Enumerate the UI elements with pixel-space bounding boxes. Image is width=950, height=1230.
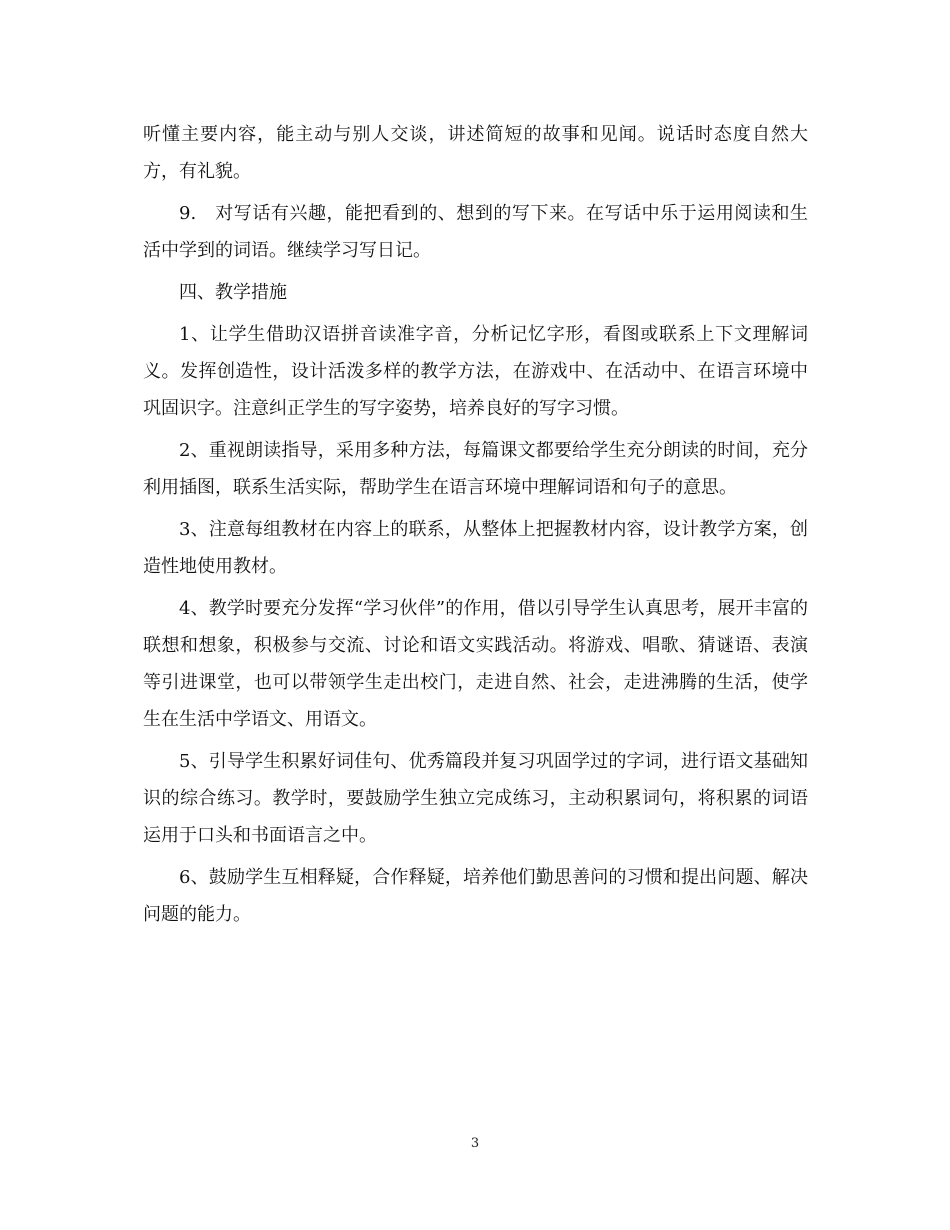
paragraph-measure-2: 2、重视朗读指导，采用多种方法，每篇课文都要给学生充分朗读的时间，充分利用插图，联系生活实际，帮助学生在语言环境中理解词语和句子的意思。: [143, 440, 808, 498]
paragraph-measure-5: 5、引导学生积累好词佳句、优秀篇段并复习巩固学过的字词，进行语文基础知识的综合练习。教学时，要鼓励学生独立完成练习，主动积累词句，将积累的词语运用于口头和书面语言之中。: [143, 751, 808, 846]
paragraph-measure-1: 1、让学生借助汉语拼音读准字音，分析记忆字形，看图或联系上下文理解词义。发挥创造性，设计活泼多样的教学方法，在游戏中、在活动中、在语言环境中巩固识字。注意纠正学生的写字姿势，培养良好的写字习惯。: [143, 324, 808, 419]
body-text: [143, 116, 808, 938]
paragraph-speaking-goal-continued: 听懂主要内容，能主动与别人交谈，讲述简短的故事和见闻。说话时态度自然大方，有礼貌。: [143, 124, 808, 182]
section-heading-teaching-measures: 四、教学措施: [179, 282, 287, 303]
page-number: 3: [470, 1136, 480, 1151]
paragraph-measure-6: 6、鼓励学生互相释疑，合作释疑，培养他们勤思善问的习惯和提出问题、解决问题的能力。: [143, 867, 808, 925]
paragraph-goal-9-writing: 9. 对写话有兴趣，能把看到的、想到的写下来。在写话中乐于运用阅读和生活中学到的词语。继续学习写日记。: [143, 203, 808, 261]
paragraph-measure-4: 4、教学时要充分发挥“学习伙伴”的作用，借以引导学生认真思考，展开丰富的联想和想象，积极参与交流、讨论和语文实践活动。将游戏、唱歌、猜谜语、表演等引进课堂，也可以带领学生走出校门，走进自然、社会，走进沸腾的生活，使学生在生活中学语文、用语文。: [143, 598, 808, 730]
paragraph-measure-3: 3、注意每组教材在内容上的联系，从整体上把握教材内容，设计教学方案，创造性地使用教材。: [143, 519, 808, 577]
